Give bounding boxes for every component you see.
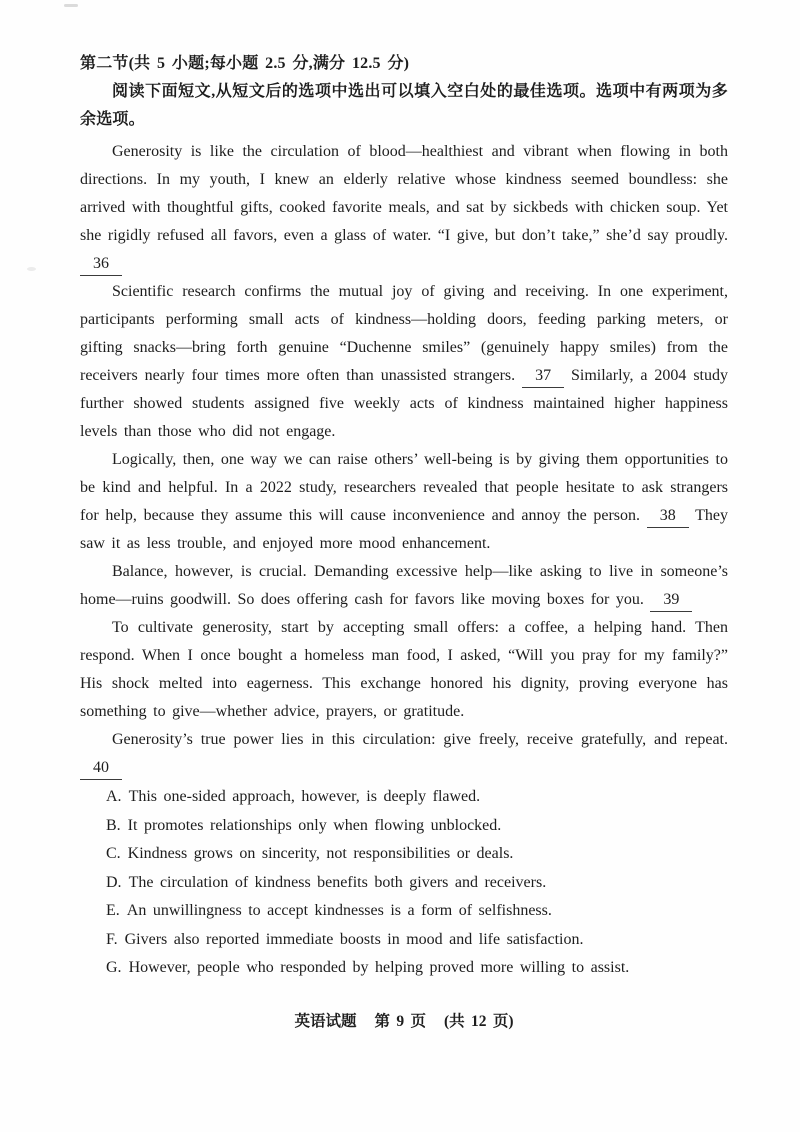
option-b <box>106 812 728 841</box>
paragraph-text: Similarly, a 2004 study further showed students assigned five weekly acts of kindness maintained higher happiness levels than those who did not engage. <box>80 367 728 440</box>
blank-40: 40 <box>80 757 122 780</box>
paragraph-text: Balance, however, is crucial. Demanding excessive help—like asking to live in someone’s home—ruins goodwill. So does offering cash for favors like moving boxes for you. <box>80 563 728 608</box>
option-label: F. <box>106 930 118 948</box>
options-list <box>106 783 728 983</box>
paragraph-text: To cultivate generosity, start by accepting small offers: a coffee, a helping hand. Then respond. When I once bought a homeless man food, I asked, “Will you pray for my family?” His shock melted into eagerness. This exchange honored his dignity, proving everyone has something to give—whether advice, prayers, or gratitude. <box>80 619 728 720</box>
blank-36: 36 <box>80 253 122 276</box>
option-text: It promotes relationships only when flowing unblocked. <box>127 816 502 834</box>
option-text: An unwillingness to accept kindnesses is a form of selfishness. <box>126 902 552 919</box>
paragraph-text: They saw it as less trouble, and enjoyed more mood enhancement. <box>80 507 729 552</box>
passage-paragraph-2 <box>80 278 728 446</box>
option-label: G. <box>106 959 122 976</box>
scan-artifact <box>27 267 36 271</box>
option-label: E. <box>106 902 120 919</box>
blank-38: 38 <box>647 505 689 528</box>
passage-paragraph-5 <box>80 614 728 726</box>
passage-paragraph-6 <box>80 726 728 782</box>
option-text: However, people who responded by helping proved more willing to assist. <box>128 959 630 976</box>
option-e <box>106 897 728 926</box>
passage-paragraph-4 <box>80 558 728 614</box>
footer-page-number: 第 9 页 <box>374 1012 426 1030</box>
option-label: B. <box>106 816 121 834</box>
option-label: A. <box>106 788 122 805</box>
blank-37: 37 <box>522 365 564 388</box>
option-a <box>106 783 728 812</box>
passage-paragraph-3 <box>80 446 728 558</box>
footer-total-pages: (共 12 页) <box>443 1012 514 1030</box>
option-text: Kindness grows on sincerity, not responsibilities or deals. <box>127 845 514 862</box>
page-content <box>80 50 728 1034</box>
option-g <box>106 954 728 983</box>
option-f <box>106 926 728 955</box>
blank-39: 39 <box>650 589 692 612</box>
section-title: 第二节(共 5 小题;每小题 2.5 分,满分 12.5 分) <box>80 55 410 72</box>
paragraph-text: Generosity is like the circulation of blood—healthiest and vibrant when flowing in both directions. In my youth, I knew an elderly relative whose kindness seemed boundless: she arrived with thoughtful gifts, cooked favorite meals, and sat by sickbeds with chicken soup. Yet she rigidly refused all favors, even a glass of water. “I give, but don’t take,” she’d say proudly. <box>80 143 728 244</box>
option-d <box>106 869 728 898</box>
page-footer <box>80 1010 728 1034</box>
option-text: This one-sided approach, however, is deeply flawed. <box>128 788 481 805</box>
instructions-text: 阅读下面短文,从短文后的选项中选出可以填入空白处的最佳选项。选项中有两项为多余选项。 <box>80 83 728 128</box>
option-text: Givers also reported immediate boosts in mood and life satisfaction. <box>124 930 584 948</box>
option-label: C. <box>106 845 121 862</box>
paragraph-text: Generosity’s true power lies in this circulation: give freely, receive gratefully, and repeat. <box>112 731 728 748</box>
footer-doc-title: 英语试题 <box>294 1012 357 1030</box>
scan-artifact <box>64 4 78 7</box>
paragraph-text: Scientific research confirms the mutual joy of giving and receiving. In one experiment, participants performing small acts of kindness—holding doors, feeding parking meters, or gifting snacks—bring forth genuine “Duchenne smiles” (genuinely happy smiles) from the receivers nearly four times more often than unassisted strangers. <box>80 283 728 384</box>
option-c <box>106 840 728 869</box>
option-text: The circulation of kindness benefits both givers and receivers. <box>128 873 547 891</box>
passage-paragraph-1 <box>80 138 728 278</box>
option-label: D. <box>106 873 122 891</box>
paragraph-text: Logically, then, one way we can raise others’ well-being is by giving them opportunities to be kind and helpful. In a 2022 study, researchers revealed that people hesitate to ask strangers for help, because they assume this will cause inconvenience and annoy the person. <box>80 451 728 524</box>
